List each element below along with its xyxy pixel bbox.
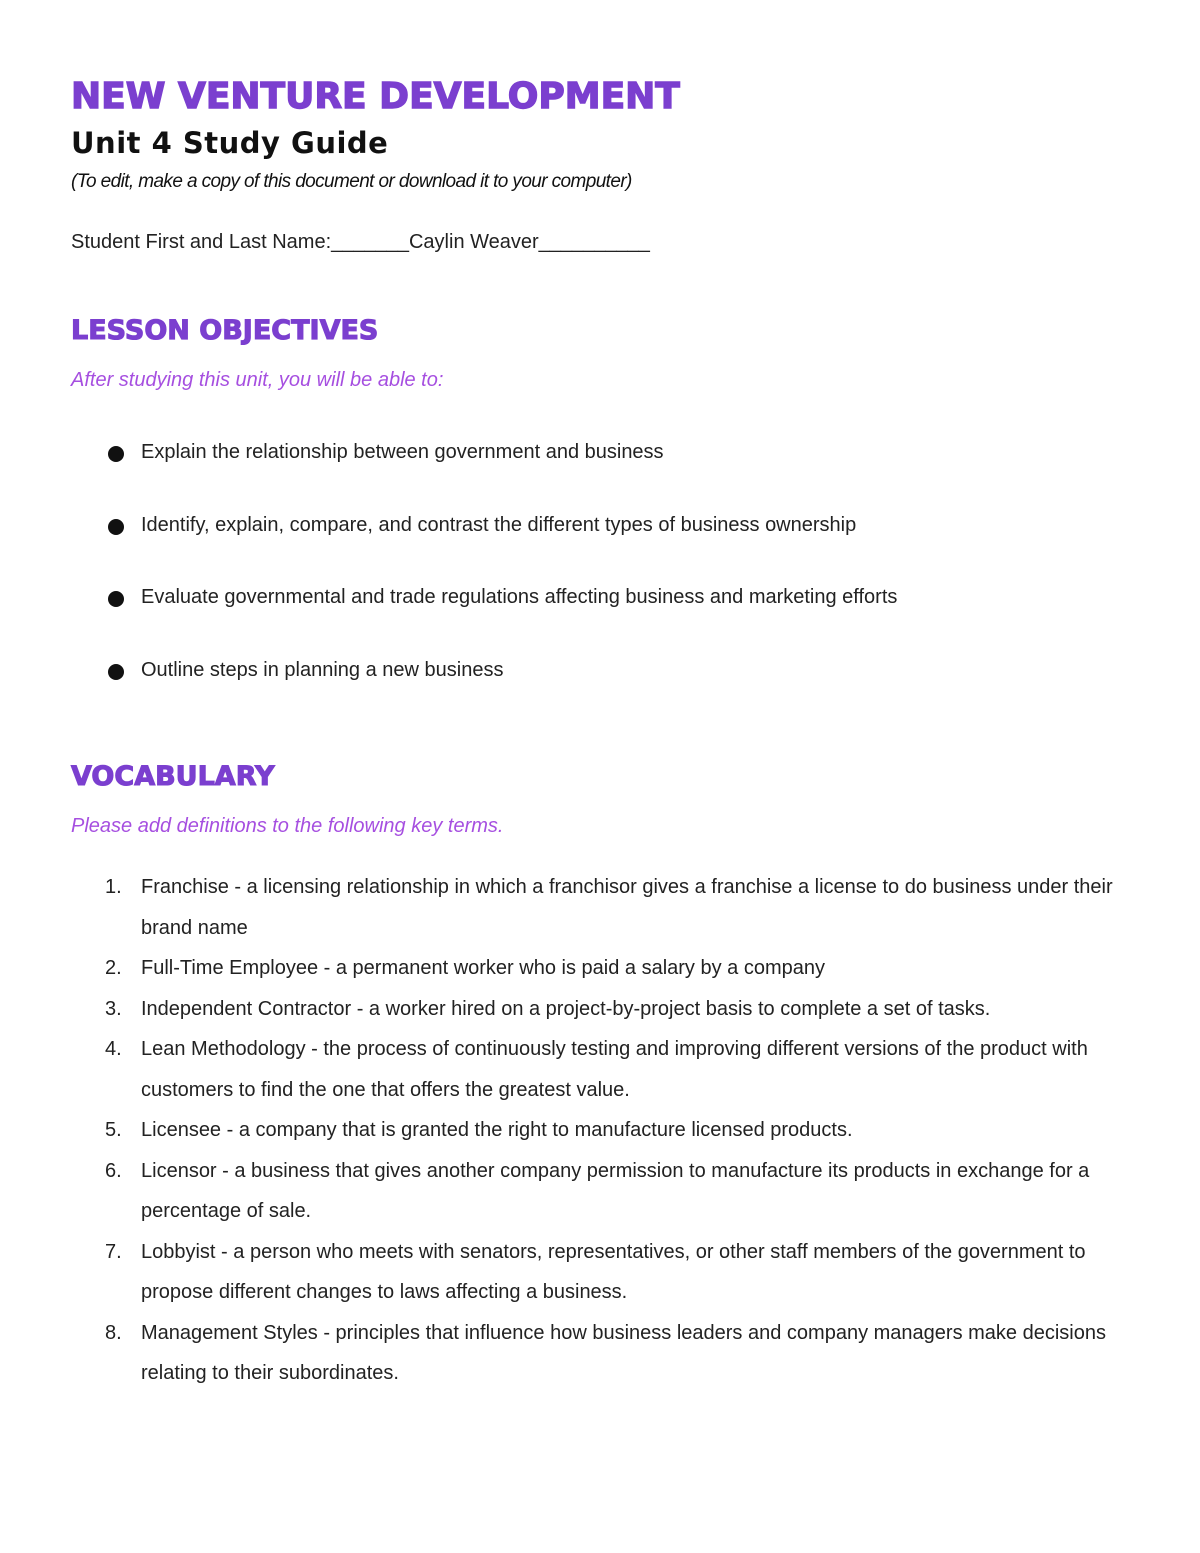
objective-text: Identify, explain, compare, and contrast the different types of business ownership [141, 513, 857, 536]
vocab-number: 8. [105, 1321, 122, 1344]
vocab-number: 3. [105, 997, 122, 1020]
vocab-item [71, 1110, 1131, 1151]
vocab-definition[interactable]: Management Styles - principles that influence how business leaders and company managers make decisions relating to their subordinates. [141, 1321, 1106, 1384]
vocab-definition[interactable]: Franchise - a licensing relationship in which a franchisor gives a franchise a license to do business under their brand name [141, 876, 1113, 939]
bullet-icon [108, 519, 124, 535]
objectives-intro: After studying this unit, you will be able to: [71, 369, 444, 391]
bullet-icon [108, 664, 124, 680]
document-title: NEW VENTURE DEVELOPMENT [71, 76, 680, 117]
objective-text: Outline steps in planning a new business [141, 658, 504, 681]
objective-text: Evaluate governmental and trade regulations affecting business and marketing efforts [141, 586, 898, 608]
vocab-definition[interactable]: Licensee - a company that is granted the right to manufacture licensed products. [141, 1119, 853, 1141]
vocabulary-list [71, 867, 1131, 1394]
objectives-heading: LESSON OBJECTIVES [71, 315, 379, 346]
bullet-icon [108, 446, 124, 462]
bullet-icon [108, 591, 124, 607]
vocab-number: 1. [105, 876, 122, 898]
vocab-item [71, 1151, 1131, 1232]
vocab-definition[interactable]: Lean Methodology - the process of continuously testing and improving different versions of the product with customers to find the one that offers the greatest value. [141, 1038, 1088, 1101]
objective-item [71, 436, 897, 509]
objective-item [71, 654, 897, 727]
edit-note: (To edit, make a copy of this document or download it to your computer) [71, 171, 632, 192]
vocab-item [71, 989, 1131, 1030]
vocab-number: 6. [105, 1159, 122, 1182]
vocab-item [71, 948, 1131, 989]
vocabulary-intro: Please add definitions to the following key terms. [71, 815, 504, 837]
objective-text: Explain the relationship between government and business [141, 441, 664, 463]
vocab-number: 5. [105, 1119, 122, 1141]
objective-item [71, 509, 897, 582]
vocab-number: 2. [105, 957, 122, 979]
vocabulary-heading: VOCABULARY [71, 761, 275, 792]
document-subtitle: Unit 4 Study Guide [71, 126, 389, 160]
vocab-item [71, 1232, 1131, 1313]
objective-item [71, 581, 897, 654]
vocab-number: 7. [105, 1240, 122, 1263]
vocab-definition[interactable]: Independent Contractor - a worker hired on a project-by-project basis to complete a set of tasks. [141, 997, 991, 1020]
vocab-item [71, 1313, 1131, 1394]
vocab-number: 4. [105, 1038, 122, 1060]
vocab-definition[interactable]: Licensor - a business that gives another company permission to manufacture its products in exchange for a percentage of sale. [141, 1159, 1090, 1222]
vocab-definition[interactable]: Lobbyist - a person who meets with senators, representatives, or other staff members of the government to propose different changes to laws affecting a business. [141, 1240, 1086, 1303]
vocab-item [71, 867, 1131, 948]
student-name-field[interactable]: Student First and Last Name:_______Caylin Weaver__________ [71, 231, 650, 253]
vocab-definition[interactable]: Full-Time Employee - a permanent worker who is paid a salary by a company [141, 957, 825, 979]
objectives-list [71, 436, 897, 726]
vocab-item [71, 1029, 1131, 1110]
